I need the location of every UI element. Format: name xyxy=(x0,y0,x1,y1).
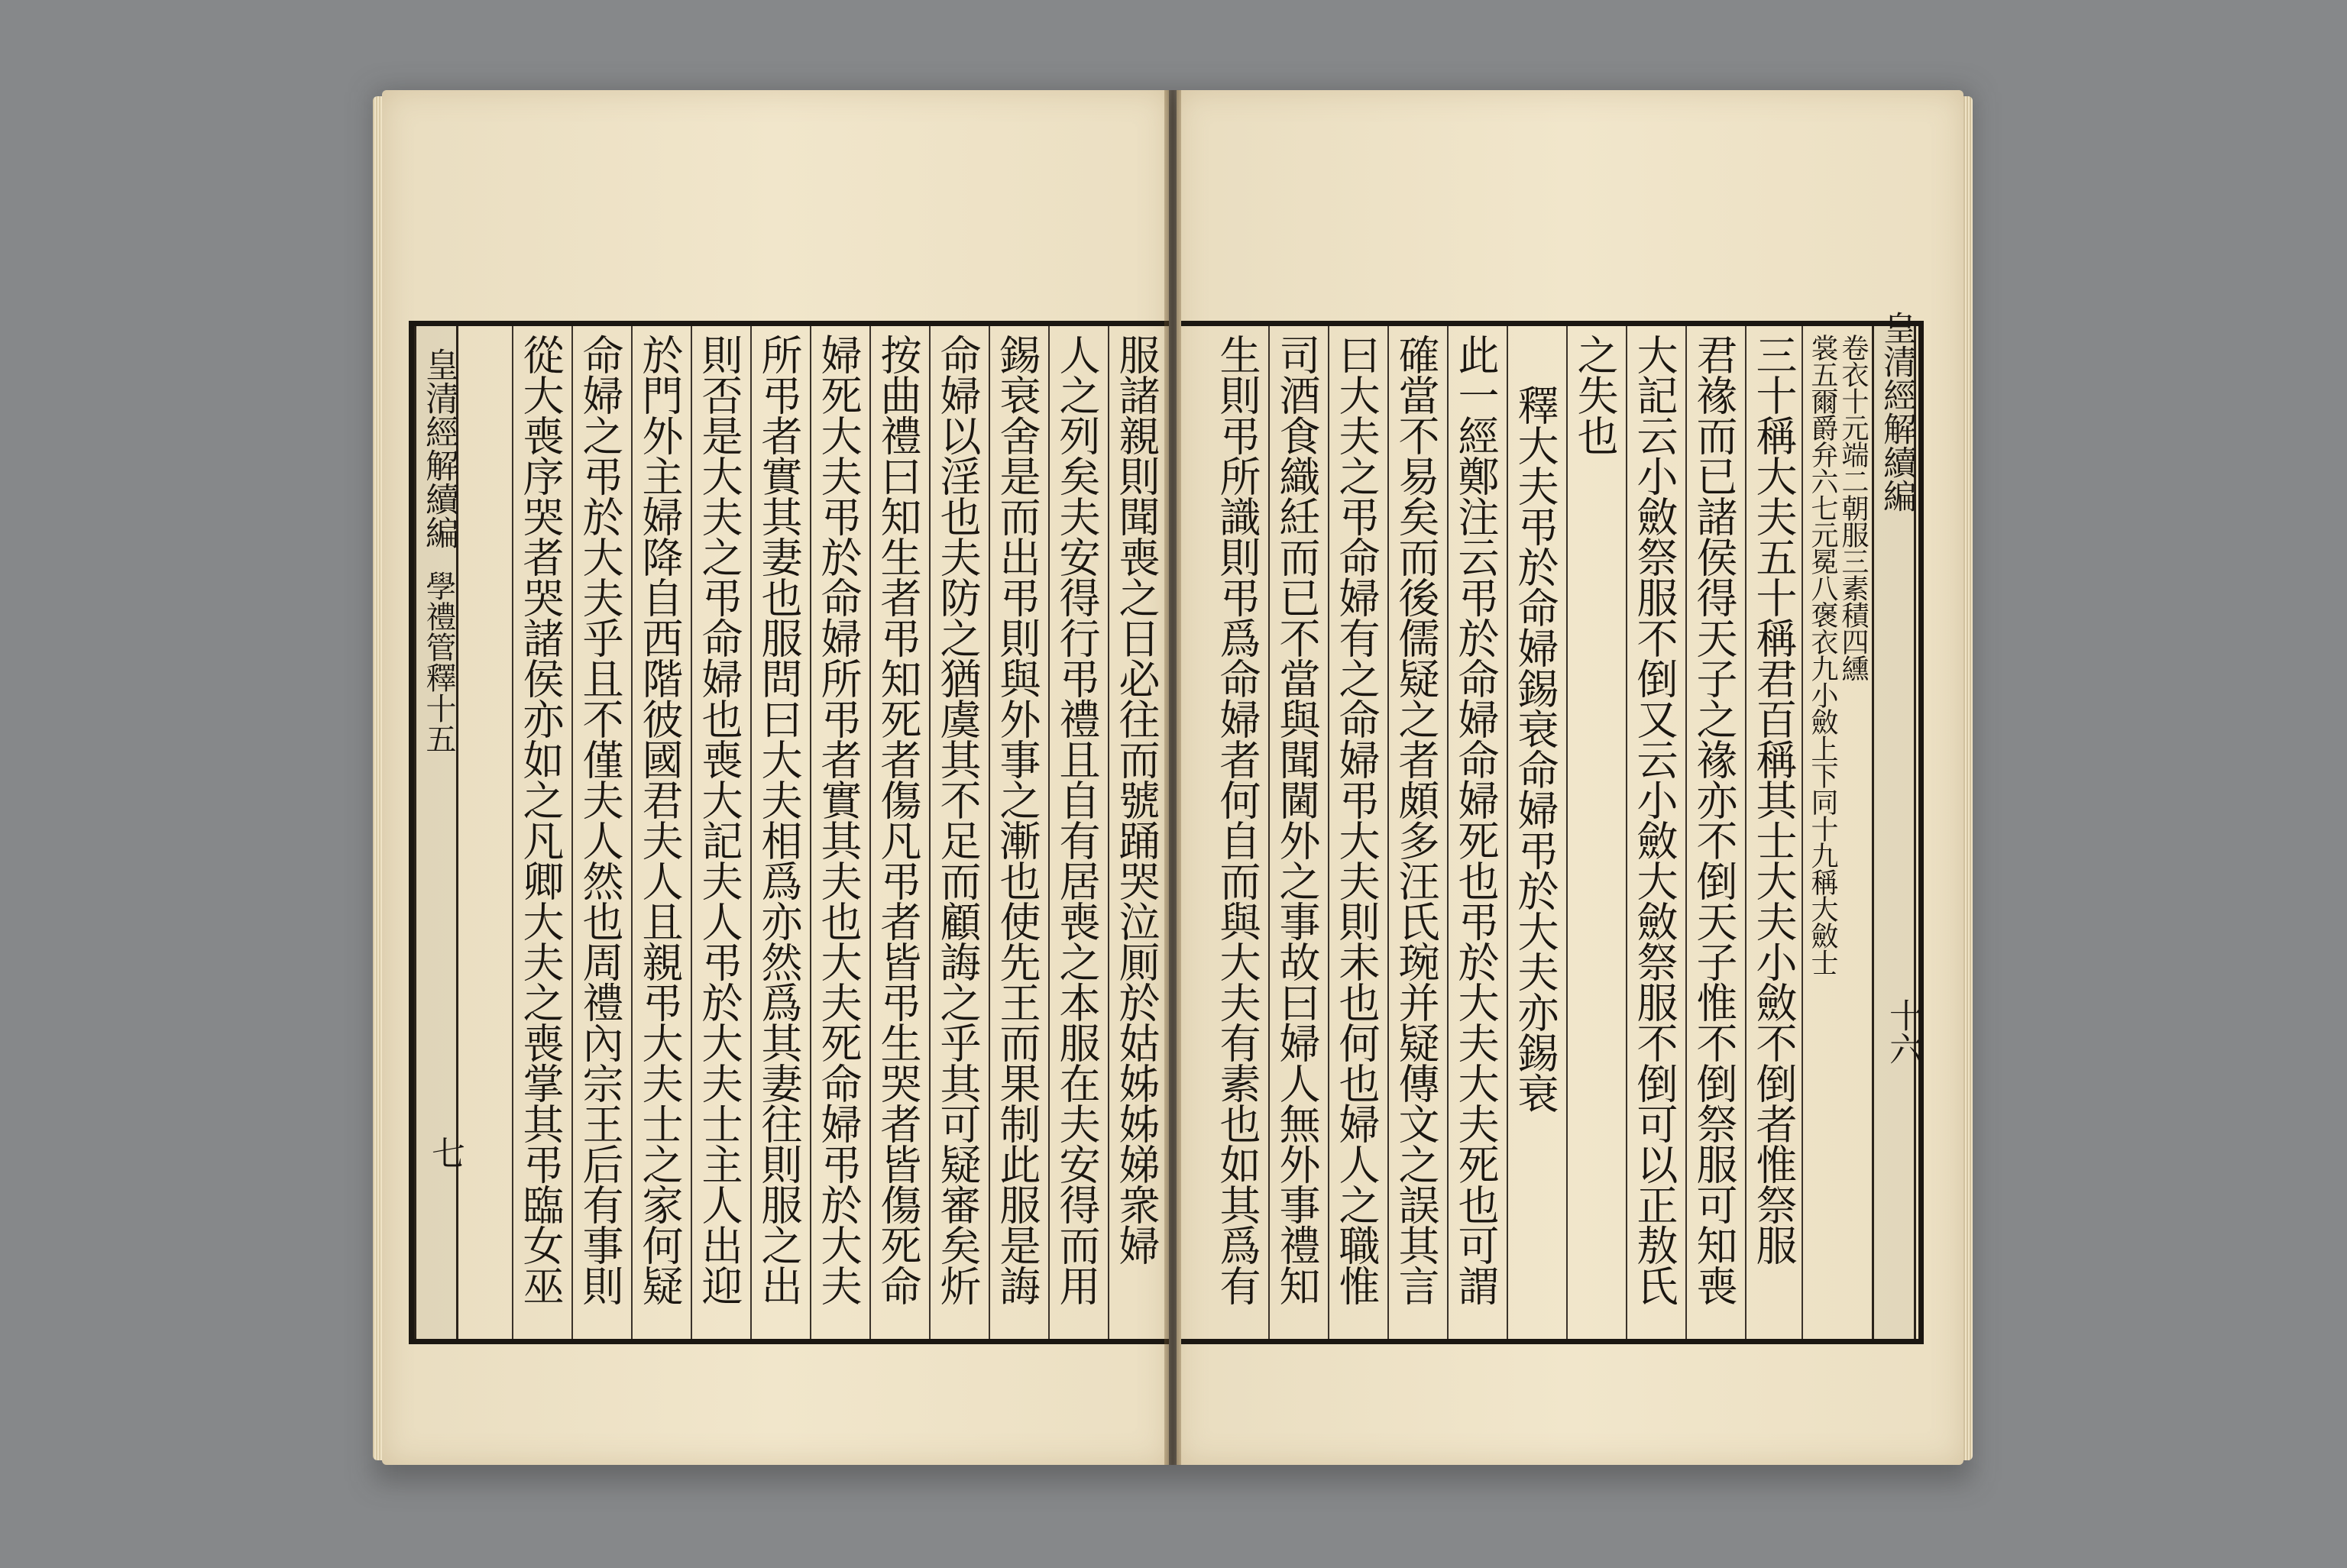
left-text-column-4: 命婦以淫也夫防之猶虞其不足而顧誨之乎其可疑審矣炘 xyxy=(934,334,982,1305)
right-text-column-2: 君褖而已諸侯得天子之褖亦不倒天子惟不倒祭服可知喪 xyxy=(1690,334,1738,1305)
right-text-column-4: 之失也 xyxy=(1571,334,1619,455)
left-margin-title: 皇清經解續編 xyxy=(419,348,458,549)
left-text-column-10: 命婦之弔於大夫乎且不僅夫人然也周禮內宗王后有事則 xyxy=(576,334,624,1305)
right-text-column-5: 釋大夫弔於命婦錫衰命婦弔於大夫亦錫衰 xyxy=(1511,384,1559,1113)
left-text-column-5: 按曲禮曰知生者弔知死者傷凡弔者皆弔生哭者皆傷死命 xyxy=(874,334,922,1305)
right-text-column-9: 司酒食織紝而已不當與聞閫外之事故曰婦人無外事禮知 xyxy=(1273,334,1321,1305)
left-text-column-6: 婦死大夫弔於命婦所弔者實其夫也大夫死命婦弔於大夫 xyxy=(814,334,863,1305)
right-small-note-2: 裳五爾爵弁六七元冕八褒衣九小斂上下同十九稱大斂士 xyxy=(1807,334,1838,975)
left-text-column-8: 則否是大夫之弔命婦也喪大記夫人弔於大夫士主人出迎 xyxy=(695,334,743,1305)
left-text-column-2: 人之列矣夫安得行弔禮且自有居喪之本服在夫安得而用 xyxy=(1053,334,1101,1305)
right-text-column-7: 確當不易矣而後儒疑之者頗多汪氏琬并疑傳文之誤其言 xyxy=(1392,334,1440,1305)
left-text-column-9: 於門外主婦降自西階彼國君夫人且親弔大夫士之家何疑 xyxy=(636,334,684,1305)
left-text-column-11: 從大喪序哭者哭諸侯亦如之凡卿大夫之喪掌其弔臨女巫 xyxy=(516,334,565,1305)
left-margin-section: 學禮管釋十五 xyxy=(421,571,456,754)
left-page-number: 七 xyxy=(426,1136,465,1169)
left-text-column-7: 所弔者實其妻也服問曰大夫相爲亦然爲其妻往則服之出 xyxy=(755,334,803,1305)
right-text-frame xyxy=(1181,311,1924,1344)
book-gutter xyxy=(1164,90,1181,1465)
right-text-column-3: 大記云小斂祭服不倒又云小斂大斂祭服不倒可以正敖氏 xyxy=(1630,334,1679,1305)
right-text-column-6: 此一經鄭注云弔於命婦命婦死也弔於大夫大夫死也可謂 xyxy=(1452,334,1500,1305)
left-text-column-3: 錫衰舍是而出弔則與外事之漸也使先王而果制此服是誨 xyxy=(993,334,1041,1305)
right-margin-title: 皇清經解續編 xyxy=(1877,311,1916,512)
right-page-number: 十六 xyxy=(1883,998,1922,1065)
right-text-column-10: 生則弔所識則弔爲命婦者何自而與大夫有素也如其爲有 xyxy=(1213,334,1261,1305)
right-text-column-1: 三十稱大夫五十稱君百稱其士大夫小斂不倒者惟祭服 xyxy=(1750,334,1798,1265)
left-text-column-1: 服諸親則聞喪之日必往而號踊哭泣厠於姑姊姊娣衆婦 xyxy=(1112,334,1161,1265)
right-text-column-8: 曰大夫之弔命婦有之命婦弔大夫則未也何也婦人之職惟 xyxy=(1332,334,1381,1305)
right-small-note-1: 卷衣十元端二朝服三素積四纁 xyxy=(1837,334,1869,681)
left-text-frame xyxy=(409,321,1169,1344)
